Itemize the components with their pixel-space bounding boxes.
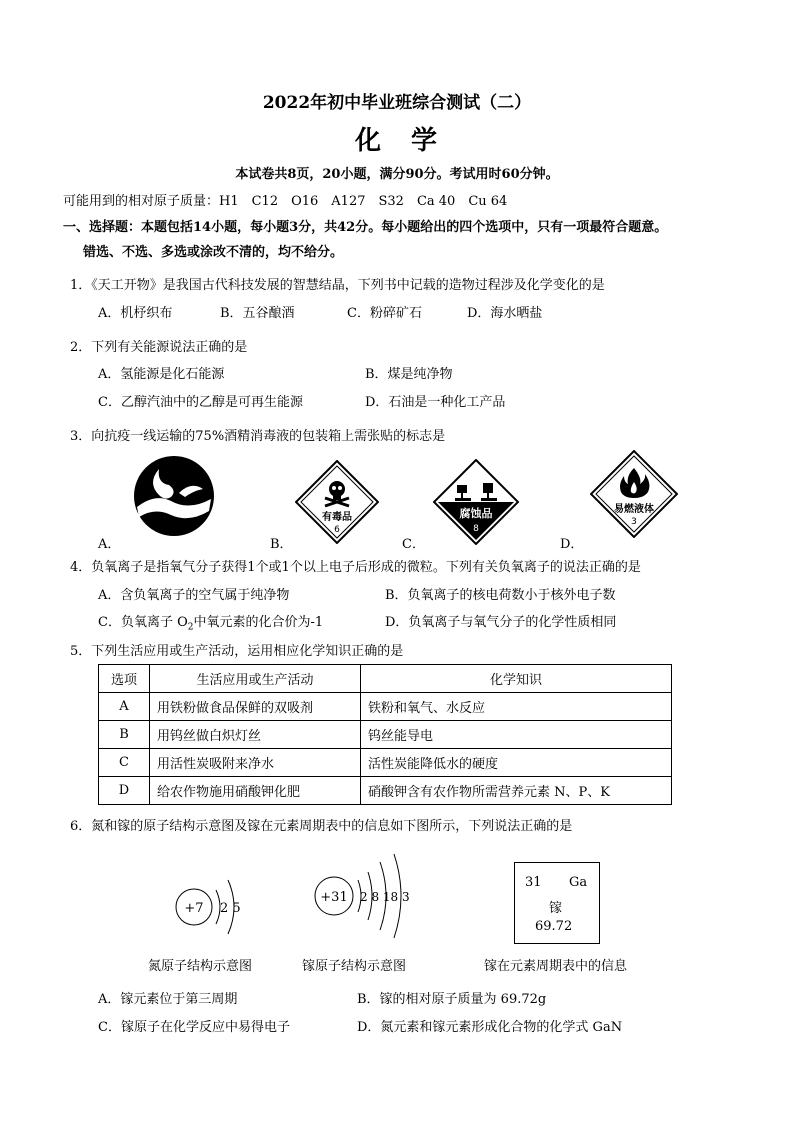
q3-option-d: D． [560,537,584,552]
table-cell: B [99,721,150,749]
ga-nucleus: +31 [320,890,348,905]
q2-option-c: C．乙醇汽油中的乙醇是可再生能源 [98,395,303,410]
pt-mass: 69.72 [535,919,573,934]
sign-d-label: 易燃液体 [614,504,654,515]
sign-b-toxic-icon [295,460,379,544]
q1-stem: 1．《天工开物》是我国古代科技发展的智慧结晶，下列书中记载的造物过程涉及化学变化的是 [70,278,605,293]
q4-option-d: D．负氧离子与氧气分子的化学性质相同 [385,615,617,630]
table-header: 化学知识 [361,665,672,693]
table-cell: 铁粉和氧气、水反应 [361,693,672,721]
table-cell: 活性炭能降低水的硬度 [361,749,672,777]
table-cell: 钨丝能导电 [361,721,672,749]
q6-option-c: C．镓原子在化学反应中易得电子 [98,1020,290,1035]
q4-option-a: A．含负氧离子的空气属于纯净物 [98,588,290,603]
q3-option-c: C． [402,537,425,552]
table-cell: 用钨丝做白炽灯丝 [150,721,361,749]
q1-option-d: D．海水晒盐 [467,306,543,321]
nitrogen-atom-diagram [170,862,270,952]
table-row [99,749,672,777]
q6-stem: 6．氮和镓的原子结构示意图及镓在元素周期表中的信息如下图所示，下列说法正确的是 [70,819,573,834]
n-shells: 2 5 [220,901,241,916]
table-row [99,693,672,721]
q5-table [98,664,672,805]
caption-periodic-table: 镓在元素周期表中的信息 [484,959,628,974]
table-header: 选项 [99,665,150,693]
table-cell: C [99,749,150,777]
exam-title: 2022年初中毕业班综合测试（二） [262,93,532,113]
caption-gallium: 镓原子结构示意图 [302,959,407,974]
exam-note: 本试卷共8页，20小题，满分90分。考试用时60分钟。 [235,167,559,182]
table-cell: 给农作物施用硝酸钾化肥 [150,777,361,805]
sign-d-number: 3 [631,517,637,527]
q4-option-c-post: 中氧元素的化合价为-1 [193,615,324,630]
sign-b-label: 有毒品 [322,512,352,523]
pt-name: 镓 [549,901,563,916]
q4-option-b: B．负氧离子的核电荷数小于核外电子数 [385,588,616,603]
q4-stem: 4．负氧离子是指氧气分子获得1个或1个以上电子后形成的微粒。下列有关负氧离子的说法正确的是 [70,560,641,575]
q4-option-c [98,611,323,633]
table-cell: A [99,693,150,721]
q1-option-b: B．五谷酿酒 [220,306,295,321]
table-header-row [99,665,672,693]
q3-option-b: B． [270,537,293,552]
table-cell: 用活性炭吸附来净水 [150,749,361,777]
sign-b-number: 6 [334,525,340,535]
sign-c-corrosive-icon [433,459,519,545]
q3-option-a: A． [98,537,121,552]
q1-option-a: A．机杼织布 [98,306,173,321]
sign-d-flammable-icon [590,450,678,538]
periodic-table-cell [514,862,600,944]
q6-option-a: A．镓元素位于第三周期 [98,992,238,1007]
sign-c-number: 8 [473,524,479,534]
subject-title: 化 学 [354,126,439,156]
q6-option-d: D．氮元素和镓元素形成化合物的化学式 GaN [357,1020,623,1035]
table-cell: D [99,777,150,805]
pt-symbol: Ga [569,875,588,890]
q4-option-c-pre: C．负氧离子 O [98,615,188,630]
sign-c-label: 腐蚀品 [459,507,493,520]
q2-option-a: A．氢能源是化石能源 [98,367,225,382]
n-nucleus: +7 [184,901,204,916]
caption-nitrogen: 氮原子结构示意图 [148,959,253,974]
pt-atomic-number: 31 [525,875,542,890]
ga-shells: 2 8 18 3 [360,890,410,904]
q2-option-b: B．煤是纯净物 [365,367,453,382]
q2-option-d: D．石油是一种化工产品 [365,395,506,410]
q2-stem: 2．下列有关能源说法正确的是 [70,340,248,355]
section-instructions-2: 错选、不选、多选或涂改不清的，均不给分。 [83,245,344,260]
table-row [99,777,672,805]
table-cell: 硝酸钾含有农作物所需营养元素 N、P、K [361,777,672,805]
atomic-masses: 可能用到的相对原子质量：H1 C12 O16 A127 S32 Ca 40 Cu 64 [63,194,508,209]
q1-option-c: C．粉碎矿石 [347,306,422,321]
section-instructions-1: 一、选择题：本题包括14小题，每小题3分，共42分。每小题给出的四个选项中，只有一项最符合题意。 [63,220,668,235]
q5-stem: 5．下列生活应用或生产活动，运用相应化学知识正确的是 [70,644,404,659]
sign-a-icon [133,455,215,537]
table-row [99,721,672,749]
gallium-atom-diagram [308,848,418,948]
q3-stem: 3．向抗疫一线运输的75%酒精消毒液的包装箱上需张贴的标志是 [70,429,446,444]
q6-option-b: B．镓的相对原子质量为 69.72g [357,992,547,1007]
table-cell: 用铁粉做食品保鲜的双吸剂 [150,693,361,721]
q4-option-c-sub: 2 [187,622,194,633]
table-header: 生活应用或生产活动 [150,665,361,693]
